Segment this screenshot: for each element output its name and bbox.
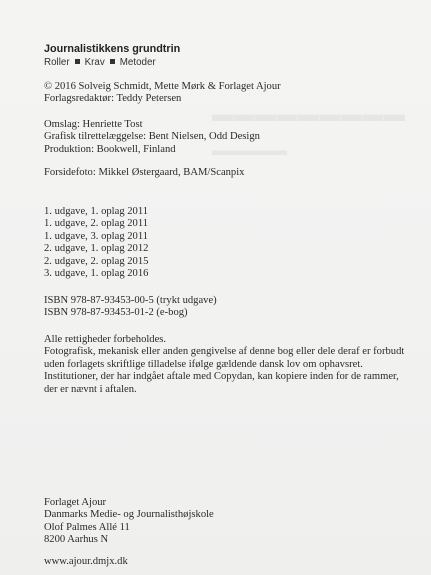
subtitle-part-roller: Roller — [44, 57, 70, 68]
rights-notice — [44, 334, 404, 396]
copyright-block — [44, 81, 281, 106]
website-block — [44, 556, 128, 568]
credit-cover: Omslag: Henriette Tost — [44, 119, 143, 130]
show-through-title-shadow: ▬▬▬▬▬▬▬▬▬ — [212, 103, 406, 126]
isbn-block — [44, 295, 217, 320]
copyright-line: © 2016 Solveig Schmidt, Mette Mørk & Forlaget Ajour — [44, 81, 281, 92]
edition-item: 1. udgave, 3. oplag 2011 — [44, 230, 149, 242]
rights-line: Institutioner, der har indgået aftale med Copydan, kan kopiere inden for de rammer, — [44, 371, 399, 383]
book-title: Journalistikkens grundtrin — [44, 43, 181, 55]
subtitle-part-krav: Krav — [84, 57, 105, 68]
show-through-subtitle-shadow: ▬▬▬▬▬ — [212, 142, 287, 159]
credit-design: Grafisk tilrettelæggelse: Bent Nielsen, Odd Design — [44, 131, 260, 143]
rights-line: Fotografisk, mekanisk eller anden gengivelse af denne bog eller dele deraf er forbudt — [44, 346, 405, 358]
rights-line: Alle rettigheder forbeholdes. — [44, 334, 167, 345]
rights-line: der er nævnt i aftalen. — [44, 383, 137, 395]
edition-item: 3. udgave, 1. oplag 2016 — [44, 268, 149, 280]
subtitle-part-metoder: Metoder — [119, 57, 156, 68]
editions-list — [44, 206, 148, 280]
rights-line: uden forlagets skriftlige tilladelse ifølge gældende dansk lov om ophavsret. — [44, 358, 363, 370]
book-title-block — [44, 43, 180, 69]
edition-item: 2. udgave, 1. oplag 2012 — [44, 243, 149, 255]
publisher-address — [44, 497, 214, 547]
credits-block — [44, 119, 260, 156]
credit-production: Produktion: Bookwell, Finland — [44, 143, 176, 155]
address-line: Danmarks Medie- og Journalisthøjskole — [44, 509, 214, 521]
address-line: Forlaget Ajour — [44, 497, 107, 508]
isbn-ebook: ISBN 978-87-93453-01-2 (e-bog) — [44, 307, 188, 319]
isbn-print: ISBN 978-87-93453-00-5 (trykt udgave) — [44, 295, 217, 306]
address-line: 8200 Aarhus N — [44, 534, 109, 546]
book-subtitle — [44, 56, 180, 69]
edition-item: 1. udgave, 2. oplag 2011 — [44, 218, 149, 230]
cover-photo-block — [44, 167, 244, 179]
edition-item: 2. udgave, 2. oplag 2015 — [44, 255, 149, 267]
cover-photo-credit: Forsidefoto: Mikkel Østergaard, BAM/Scanpix — [44, 167, 245, 178]
square-bullet-icon — [75, 59, 80, 64]
address-line: Olof Palmes Allé 11 — [44, 521, 130, 533]
website-link[interactable]: www.ajour.dmjx.dk — [44, 556, 128, 567]
editor-line: Forlagsredaktør: Teddy Petersen — [44, 93, 182, 105]
square-bullet-icon — [110, 59, 115, 64]
edition-item: 1. udgave, 1. oplag 2011 — [44, 206, 149, 217]
